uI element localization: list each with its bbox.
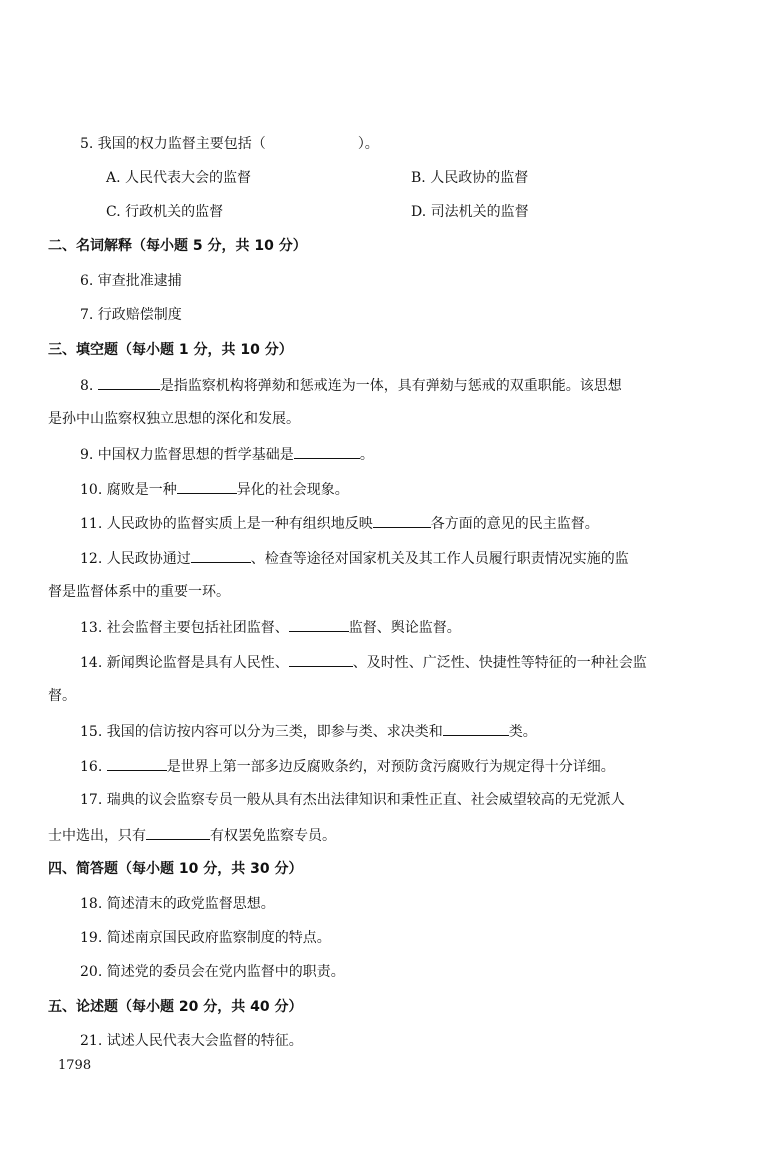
answer-blank bbox=[373, 513, 431, 528]
question-13: 13. 社会监督主要包括社团监督、 监督、舆论监督。 bbox=[80, 617, 461, 638]
question-21: 21. 试述人民代表大会监督的特征。 bbox=[80, 1033, 303, 1049]
question-9: 9. 中国权力监督思想的哲学基础是 。 bbox=[80, 444, 374, 465]
question-5-stem: 5. 我国的权力监督主要包括（ ）。 bbox=[80, 136, 379, 152]
question-18: 18. 简述清末的政党监督思想。 bbox=[80, 896, 275, 912]
page-number: 1798 bbox=[58, 1058, 92, 1073]
answer-blank bbox=[98, 375, 160, 390]
section-2-title: 二、名词解释（每小题 5 分，共 10 分） bbox=[48, 238, 307, 254]
answer-blank bbox=[146, 825, 210, 840]
question-20: 20. 简述党的委员会在党内监督中的职责。 bbox=[80, 964, 345, 980]
section-4-title: 四、简答题（每小题 10 分，共 30 分） bbox=[48, 861, 303, 877]
answer-blank bbox=[177, 479, 237, 494]
question-14-line-1: 14. 新闻舆论监督是具有人民性、 、及时性、广泛性、快捷性等特征的一种社会监 bbox=[80, 652, 647, 673]
answer-blank bbox=[294, 444, 360, 459]
question-6: 6. 审查批准逮捕 bbox=[80, 273, 182, 289]
option-d: D. 司法机关的监督 bbox=[411, 204, 529, 220]
section-5-title: 五、论述题（每小题 20 分，共 40 分） bbox=[48, 999, 303, 1015]
option-a: A. 人民代表大会的监督 bbox=[106, 170, 252, 186]
answer-blank bbox=[289, 652, 353, 667]
question-8-line-2: 是孙中山监察权独立思想的深化和发展。 bbox=[48, 411, 300, 427]
answer-blank bbox=[107, 756, 167, 771]
answer-blank bbox=[289, 617, 349, 632]
answer-blank bbox=[443, 721, 509, 736]
question-17-line-1: 17. 瑞典的议会监察专员一般从具有杰出法律知识和秉性正直、社会威望较高的无党派人 bbox=[80, 792, 625, 808]
question-8-line-1: 8. 是指监察机构将弹劾和惩戒连为一体，具有弹劾与惩戒的双重职能。该思想 bbox=[80, 375, 622, 396]
question-12-line-2: 督是监督体系中的重要一环。 bbox=[48, 584, 230, 600]
question-19: 19. 简述南京国民政府监察制度的特点。 bbox=[80, 930, 331, 946]
question-15: 15. 我国的信访按内容可以分为三类，即参与类、求决类和 类。 bbox=[80, 721, 537, 742]
option-b: B. 人民政协的监督 bbox=[411, 170, 529, 186]
answer-blank bbox=[191, 548, 251, 563]
question-17-line-2: 士中选出，只有 有权罢免监察专员。 bbox=[48, 825, 336, 846]
option-c: C. 行政机关的监督 bbox=[106, 204, 224, 220]
question-10: 10. 腐败是一种 异化的社会现象。 bbox=[80, 479, 349, 500]
question-7: 7. 行政赔偿制度 bbox=[80, 307, 182, 323]
question-14-line-2: 督。 bbox=[48, 688, 76, 704]
question-16: 16. 是世界上第一部多边反腐败条约，对预防贪污腐败行为规定得十分详细。 bbox=[80, 756, 615, 777]
question-11: 11. 人民政协的监督实质上是一种有组织地反映 各方面的意见的民主监督。 bbox=[80, 513, 599, 534]
section-3-title: 三、填空题（每小题 1 分，共 10 分） bbox=[48, 342, 293, 358]
question-12-line-1: 12. 人民政协通过 、检查等途径对国家机关及其工作人员履行职责情况实施的监 bbox=[80, 548, 629, 569]
